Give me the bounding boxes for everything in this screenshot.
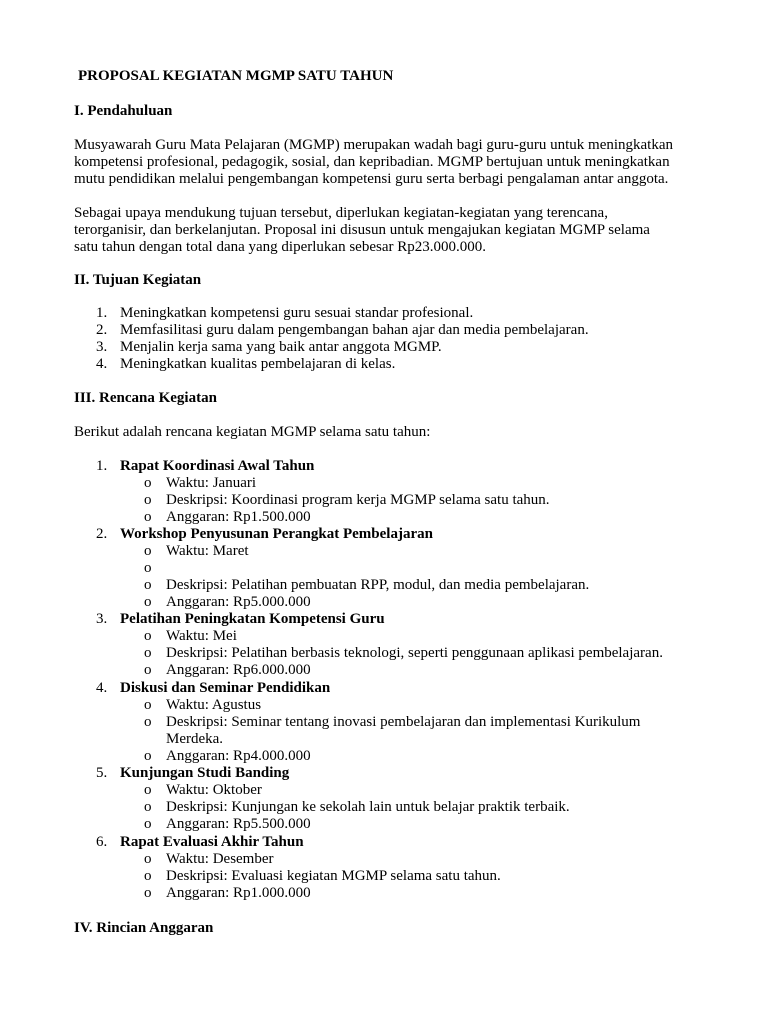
- activity-3: [74, 611, 714, 628]
- list-number: 3.: [96, 611, 108, 627]
- bullet-glyph: o: [144, 594, 152, 610]
- paragraph-line: satu tahun dengan total dana yang diperlukan sebesar Rp23.000.000.: [74, 239, 486, 255]
- bullet-glyph: o: [144, 868, 152, 884]
- detail-text: Waktu: Maret: [166, 543, 249, 559]
- detail-text: Anggaran: Rp5.500.000: [166, 816, 311, 832]
- paragraph-line: Sebagai upaya mendukung tujuan tersebut, diperlukan kegiatan-kegiatan yang terencana,: [74, 205, 608, 221]
- bullet-glyph: o: [144, 816, 152, 832]
- section-heading-tujuan: II. Tujuan Kegiatan: [74, 272, 202, 288]
- bullet-glyph: o: [144, 577, 152, 593]
- detail-text: Waktu: Desember: [166, 851, 274, 867]
- detail-text: Anggaran: Rp1.500.000: [166, 509, 311, 525]
- activity-title: Workshop Penyusunan Perangkat Pembelajaran: [120, 526, 433, 542]
- bullet-glyph: o: [144, 748, 152, 764]
- list-number: 1.: [96, 305, 108, 321]
- detail-text: Anggaran: Rp6.000.000: [166, 662, 311, 678]
- detail-text: Merdeka.: [166, 731, 224, 747]
- activity-title: Rapat Evaluasi Akhir Tahun: [120, 834, 304, 850]
- bullet-glyph: o: [144, 799, 152, 815]
- activity-title: Rapat Koordinasi Awal Tahun: [120, 458, 315, 474]
- bullet-glyph: o: [144, 560, 152, 576]
- bullet-glyph: o: [144, 782, 152, 798]
- activity-4: [74, 680, 714, 697]
- list-number: 2.: [96, 322, 108, 338]
- bullet-glyph: o: [144, 714, 152, 730]
- detail-text: Anggaran: Rp4.000.000: [166, 748, 311, 764]
- activity-title-row: [74, 834, 714, 851]
- list-number: 4.: [96, 680, 108, 696]
- intro-paragraph-1: [74, 137, 714, 188]
- bullet-glyph: o: [144, 697, 152, 713]
- bullet-glyph: o: [144, 851, 152, 867]
- detail-text: Deskripsi: Evaluasi kegiatan MGMP selama satu tahun.: [166, 868, 501, 884]
- document-title: PROPOSAL KEGIATAN MGMP SATU TAHUN: [78, 68, 394, 84]
- intro-paragraph-2: [74, 205, 714, 256]
- bullet-glyph: o: [144, 662, 152, 678]
- activity-title-row: [74, 765, 714, 782]
- list-number: 4.: [96, 356, 108, 372]
- activity-6: [74, 834, 714, 851]
- list-item-text: Memfasilitasi guru dalam pengembangan bahan ajar dan media pembelajaran.: [120, 322, 589, 338]
- list-number: 1.: [96, 458, 108, 474]
- list-number: 3.: [96, 339, 108, 355]
- detail-text: Waktu: Agustus: [166, 697, 262, 713]
- bullet-glyph: o: [144, 885, 152, 901]
- activity-title-row: [74, 526, 714, 543]
- bullet-glyph: o: [144, 492, 152, 508]
- bullet-glyph: o: [144, 543, 152, 559]
- detail-text: Anggaran: Rp1.000.000: [166, 885, 311, 901]
- bullet-glyph: o: [144, 475, 152, 491]
- detail-text: Deskripsi: Pelatihan pembuatan RPP, modul, dan media pembelajaran.: [166, 577, 590, 593]
- list-item-text: Meningkatkan kompetensi guru sesuai standar profesional.: [120, 305, 474, 321]
- section-heading-pendahuluan: I. Pendahuluan: [74, 103, 173, 119]
- activity-title: Kunjungan Studi Banding: [120, 765, 290, 781]
- paragraph-line: terorganisir, dan berkelanjutan. Proposal ini disusun untuk mengajukan kegiatan MGMP selama: [74, 222, 650, 238]
- activity-title-row: [74, 458, 714, 475]
- detail-text: Anggaran: Rp5.000.000: [166, 594, 311, 610]
- list-number: 2.: [96, 526, 108, 542]
- activity-title: Diskusi dan Seminar Pendidikan: [120, 680, 331, 696]
- paragraph-line: mutu pendidikan melalui pengembangan kompetensi guru serta berbagi pengalaman antar anggota.: [74, 171, 669, 187]
- bullet-glyph: o: [144, 645, 152, 661]
- detail-text: Waktu: Januari: [166, 475, 257, 491]
- list-item-text: Menjalin kerja sama yang baik antar anggota MGMP.: [120, 339, 442, 355]
- detail-text: Deskripsi: Koordinasi program kerja MGMP selama satu tahun.: [166, 492, 550, 508]
- list-item-text: Meningkatkan kualitas pembelajaran di kelas.: [120, 356, 396, 372]
- detail-text: Waktu: Mei: [166, 628, 237, 644]
- detail-text: Deskripsi: Pelatihan berbasis teknologi, seperti penggunaan aplikasi pembelajaran.: [166, 645, 663, 661]
- list-number: 5.: [96, 765, 108, 781]
- section-heading-rencana: III. Rencana Kegiatan: [74, 390, 217, 406]
- bullet-glyph: o: [144, 509, 152, 525]
- activity-2: [74, 526, 714, 543]
- activities-intro: Berikut adalah rencana kegiatan MGMP selama satu tahun:: [74, 424, 431, 440]
- detail-text: Waktu: Oktober: [166, 782, 262, 798]
- activity-title-row: [74, 680, 714, 697]
- activity-1: [74, 458, 714, 475]
- activity-title: Pelatihan Peningkatan Kompetensi Guru: [120, 611, 385, 627]
- bullet-glyph: o: [144, 628, 152, 644]
- activity-title-row: [74, 611, 714, 628]
- paragraph-line: kompetensi profesional, pedagogik, sosial, dan kepribadian. MGMP bertujuan untuk meningkatkan: [74, 154, 670, 170]
- section-heading-rincian-anggaran: IV. Rincian Anggaran: [74, 920, 214, 936]
- list-number: 6.: [96, 834, 108, 850]
- detail-text: Deskripsi: Kunjungan ke sekolah lain untuk belajar praktik terbaik.: [166, 799, 570, 815]
- paragraph-line: Musyawarah Guru Mata Pelajaran (MGMP) merupakan wadah bagi guru-guru untuk meningkatkan: [74, 137, 674, 153]
- activity-5: [74, 765, 714, 782]
- detail-text: Deskripsi: Seminar tentang inovasi pembelajaran dan implementasi Kurikulum: [166, 714, 641, 730]
